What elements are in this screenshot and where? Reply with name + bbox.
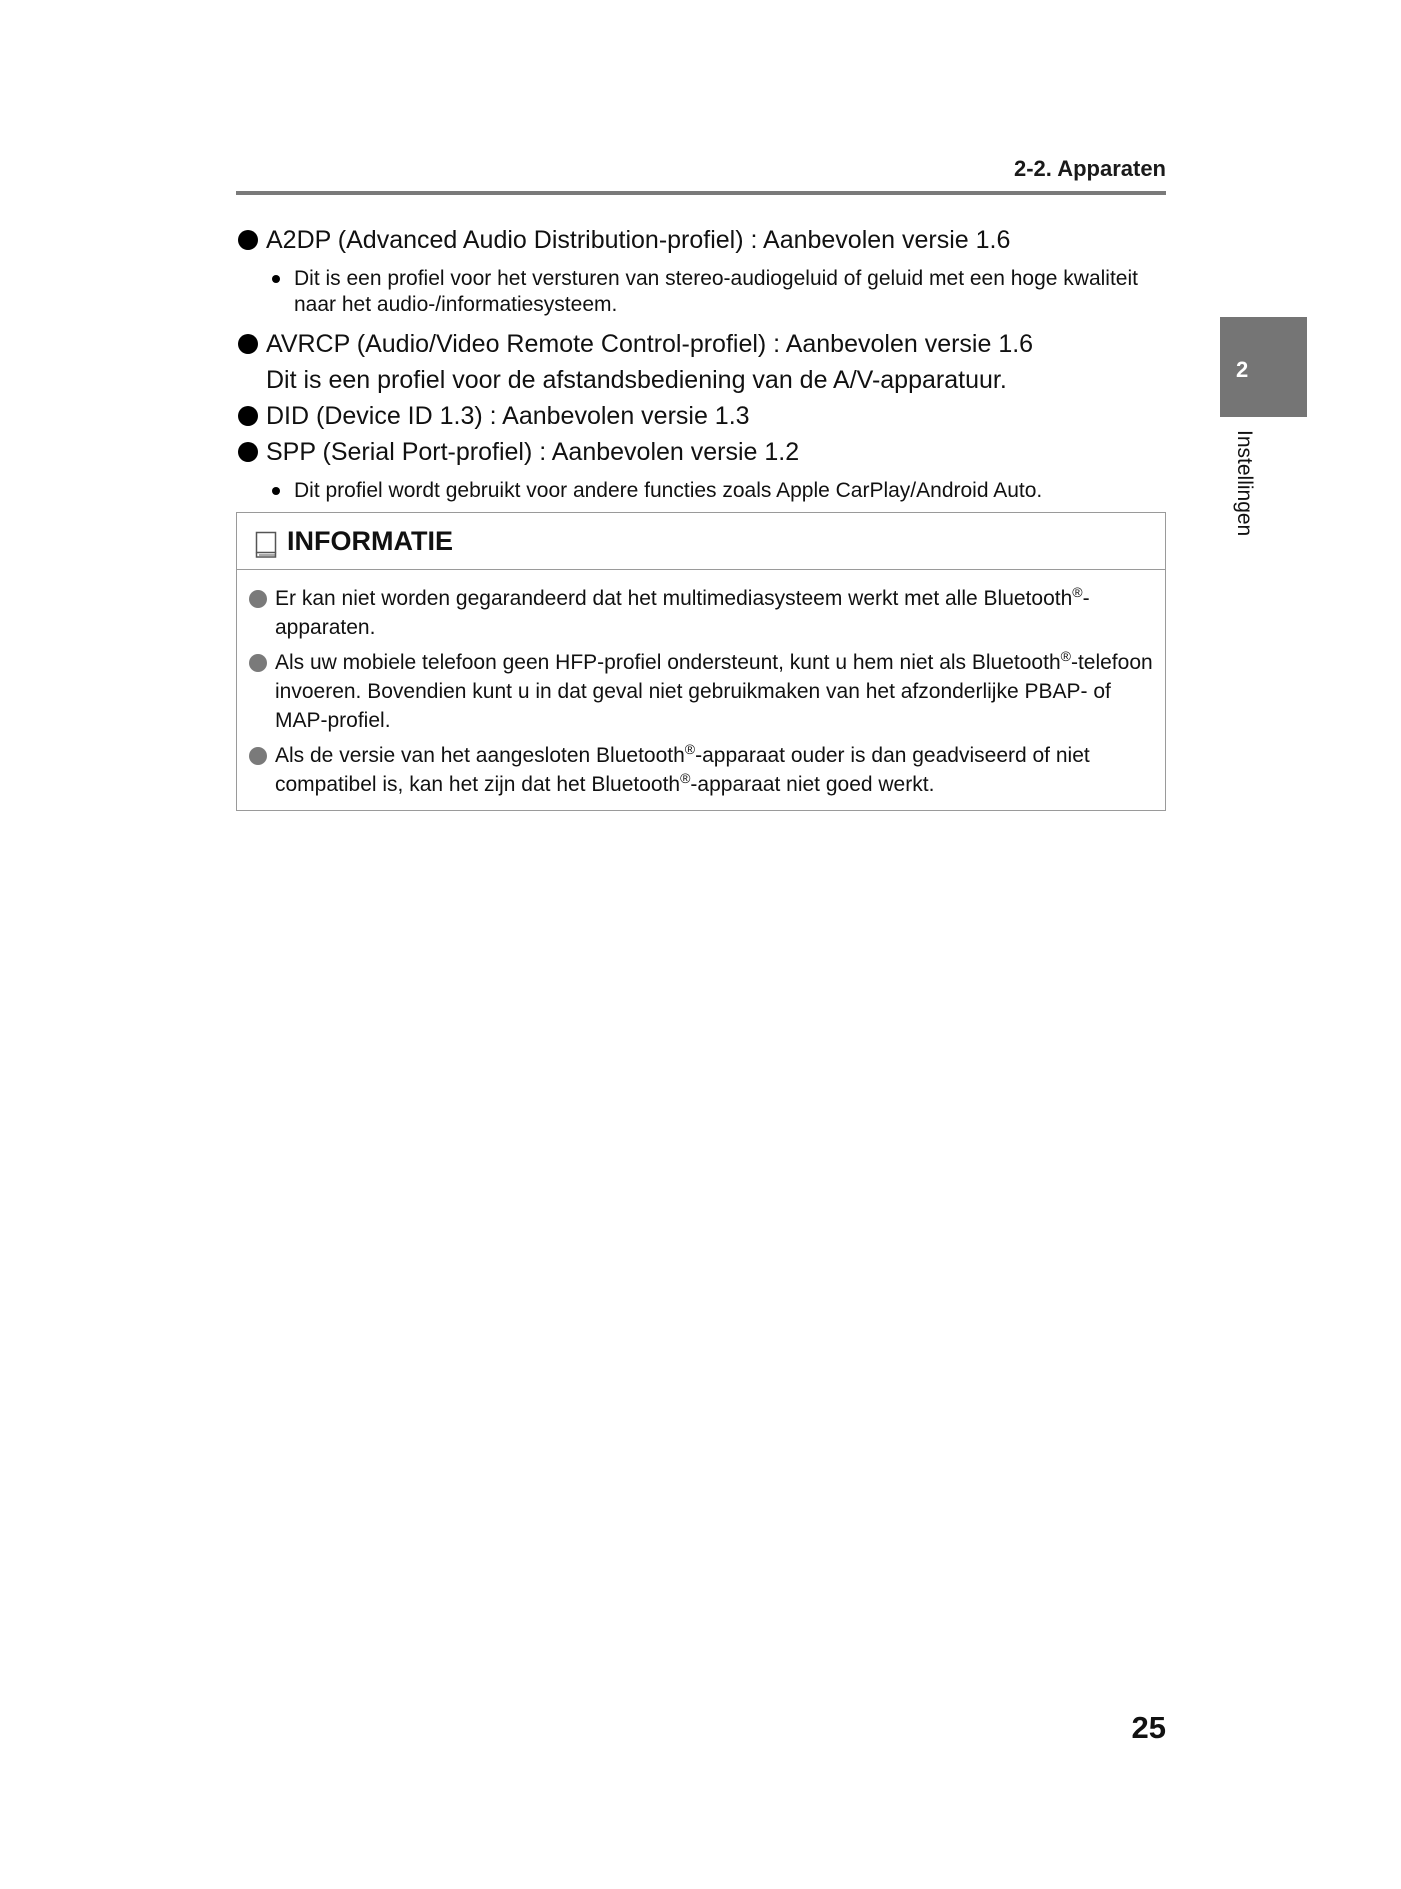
- registered-mark: ®: [1060, 648, 1071, 664]
- registered-mark: ®: [1072, 584, 1083, 600]
- registered-mark: ®: [684, 741, 696, 757]
- profile-note: Dit is een profiel voor het versturen van stereo-audiogeluid of geluid met een hoge kwaliteit naar het audio-/informatiesysteem.: [294, 267, 1138, 316]
- info-text: -apparaat niet goed werkt.: [690, 773, 935, 796]
- gray-bullet-icon: [249, 747, 267, 765]
- chapter-tab: [1220, 317, 1307, 417]
- info-text: Er kan niet worden gegarandeerd dat het multimediasysteem werkt met alle Bluetooth: [275, 587, 1073, 610]
- info-item: [249, 648, 1153, 735]
- info-text: Als uw mobiele telefoon geen HFP-profiel ondersteunt, kunt u hem niet als Bluetooth: [275, 651, 1061, 674]
- profile-title: A2DP (Advanced Audio Distribution-profiel) : Aanbevolen versie 1.6: [266, 226, 1011, 254]
- book-icon: [255, 531, 277, 559]
- profile-title: SPP (Serial Port-profiel) : Aanbevolen versie 1.2: [266, 438, 800, 466]
- profile-avrcp: [236, 326, 1166, 398]
- profile-did: [236, 398, 1166, 434]
- profile-title: DID (Device ID 1.3) : Aanbevolen versie 1.3: [266, 402, 750, 430]
- profile-description: Dit is een profiel voor de afstandsbediening van de A/V-apparatuur.: [266, 366, 1007, 394]
- bullet-icon: [238, 230, 258, 250]
- page-number: 25: [1131, 1710, 1166, 1745]
- chapter-label: [1230, 430, 1260, 560]
- profile-a2dp-note: [236, 266, 1154, 318]
- profile-spp: [236, 434, 1166, 470]
- info-text: -telefoon invoeren. Bovendien kunt u in dat geval niet gebruikmaken van het afzonderlijke PBAP- of MAP-profiel.: [275, 651, 1153, 732]
- small-bullet-icon: [272, 275, 280, 283]
- gray-bullet-icon: [249, 654, 267, 672]
- info-item: [249, 741, 1153, 799]
- information-header: [237, 513, 1165, 570]
- header-rule: [236, 191, 1166, 195]
- section-header: 2-2. Apparaten: [1013, 156, 1166, 181]
- info-text: -apparaat ouder is dan geadviseerd of niet compatibel is, kan het zijn dat het Bluetooth: [275, 744, 1090, 796]
- profile-a2dp: [236, 222, 1166, 258]
- bullet-icon: [238, 334, 258, 354]
- registered-mark: ®: [680, 770, 691, 786]
- bullet-icon: [238, 406, 258, 426]
- profile-title: AVRCP (Audio/Video Remote Control-profiel) : Aanbevolen versie 1.6: [266, 330, 1034, 358]
- information-box: [236, 512, 1166, 811]
- info-item: [249, 584, 1153, 642]
- chapter-label-text: Instellingen: [1233, 430, 1256, 537]
- small-bullet-icon: [272, 487, 280, 495]
- profile-note: Dit profiel wordt gebruikt voor andere functies zoals Apple CarPlay/Android Auto.: [294, 479, 1043, 502]
- info-text: -apparaten.: [275, 587, 1090, 639]
- information-title: INFORMATIE: [287, 526, 453, 556]
- information-list: [237, 570, 1165, 799]
- info-text: Als de versie van het aangesloten Bluetooth: [275, 744, 685, 767]
- profile-spp-note: [236, 478, 1154, 504]
- chapter-number: 2: [1236, 357, 1249, 382]
- bullet-icon: [238, 442, 258, 462]
- profile-list: [236, 222, 1166, 512]
- gray-bullet-icon: [249, 590, 267, 608]
